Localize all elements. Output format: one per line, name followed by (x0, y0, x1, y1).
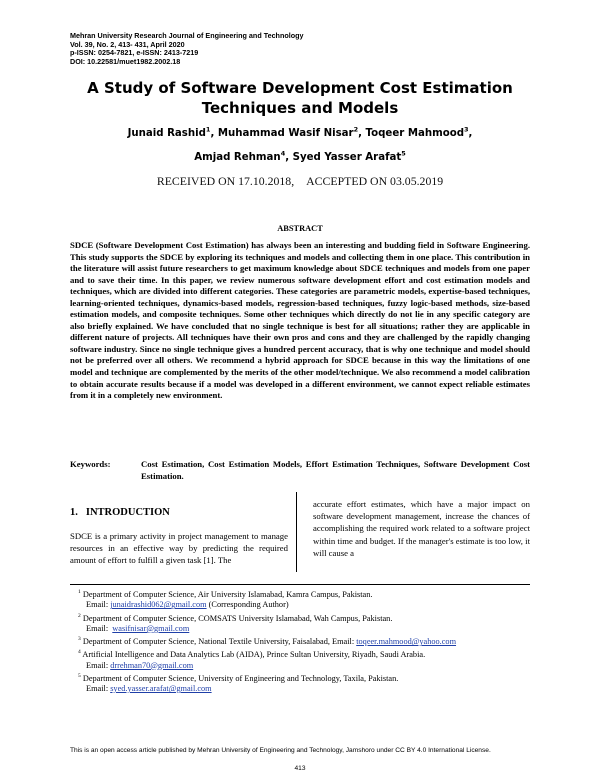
author-separator: , (210, 128, 218, 139)
email-label: Email: (86, 684, 109, 694)
author-separator: , (468, 128, 473, 139)
footnote-1 (78, 587, 530, 600)
author-affiliation-mark: 4 (280, 149, 286, 158)
column-divider (296, 492, 297, 572)
author-line-1 (40, 125, 560, 139)
received-accepted-dates (40, 174, 560, 189)
footnote-1-email-line (78, 600, 530, 610)
journal-header (70, 32, 530, 66)
journal-volume: Vol. 39, No. 2, 413- 431, April 2020 (70, 39, 185, 49)
email-label: Email: (86, 623, 109, 633)
footnote-divider (70, 584, 530, 585)
footnote-affiliation: Artificial Intelligence and Data Analytics Lab (AIDA), Prince Sultan University, Riyadh, Saudi Arabia. (82, 650, 426, 660)
email-link[interactable]: wasifnisar@gmail.com (112, 623, 190, 633)
section-heading-introduction (70, 507, 178, 518)
email-link[interactable]: drrehman70@gmail.com (110, 660, 194, 670)
email-label: Email: (86, 660, 109, 670)
keywords-text: Cost Estimation, Cost Estimation Models, Effort Estimation Techniques, Software Development Cost Estimation. (141, 459, 530, 481)
email-link[interactable]: syed.yasser.arafat@gmail.com (110, 684, 212, 694)
page-number: 413 (294, 765, 306, 772)
author-name: Amjad Rehman (194, 152, 281, 163)
author-name: Muhammad Wasif Nisar (217, 128, 354, 139)
email-link[interactable]: toqeer.mahmood@yahoo.com (356, 636, 457, 646)
author-affiliation-mark: 2 (353, 125, 359, 134)
author-name: Syed Yasser Arafat (292, 152, 402, 163)
footnote-mark: 4 (78, 649, 81, 656)
author-affiliation-mark: 3 (464, 125, 469, 134)
received-date: RECEIVED ON 17.10.2018, (156, 174, 295, 188)
accepted-date: ACCEPTED ON 03.05.2019 (306, 174, 444, 188)
footnote-affiliation: Department of Computer Science, COMSATS University Islamabad, Wah Campus, Pakistan. (82, 613, 393, 623)
author-separator: , (285, 152, 293, 163)
footnote-5-email-line (78, 684, 530, 694)
keywords-label: Keywords: (70, 459, 111, 469)
email-label: Email: (86, 600, 109, 610)
journal-doi: DOI: 10.22581/muet1982.2002.18 (70, 56, 181, 66)
author-separator: , (358, 128, 366, 139)
section-number: 1. (70, 507, 78, 518)
section-title: INTRODUCTION (85, 507, 170, 518)
footnote-2 (78, 611, 530, 624)
email-note: (Corresponding Author) (208, 600, 289, 610)
footnote-affiliation: Department of Computer Science, University of Engineering and Technology, Taxila, Pakistan. (82, 673, 399, 683)
footnote-mark: 5 (78, 672, 81, 679)
footnote-mark: 3 (78, 636, 81, 643)
intro-left-column: SDCE is a primary activity in project management to manage resources in an effective way by predicting the required amount of effort to fulfill a given task [1]. The (70, 531, 288, 566)
journal-issn: p-ISSN: 0254-7821, e-ISSN: 2413-7219 (70, 48, 199, 58)
footnote-3 (78, 634, 530, 647)
footnote-2-email-line (78, 624, 530, 634)
license-notice: This is an open access article published by Mehran University of Engineering and Technology, Jamshoro under CC BY 4.0 International License. (70, 747, 491, 754)
footnote-4-email-line (78, 661, 530, 671)
footnote-mark: 1 (78, 589, 81, 595)
affiliation-footnotes (78, 587, 530, 694)
author-name: Junaid Rashid (127, 128, 206, 139)
email-link[interactable]: junaidrashid062@gmail.com (110, 600, 207, 610)
footnote-affiliation: Department of Computer Science, Air University Islamabad, Kamra Campus, Pakistan. (82, 589, 373, 599)
footnote-mark: 2 (78, 612, 81, 619)
intro-right-column: accurate effort estimates, which have a major impact on software development management, increase the chances of accomplishing the required work related to a software project within time and budget. If the manager's estimate is too low, it will cause a (313, 499, 530, 558)
footnote-affiliation: Department of Computer Science, National Textile University, Faisalabad, Email: (82, 636, 355, 646)
journal-name: Mehran University Research Journal of Engineering and Technology (70, 31, 304, 40)
abstract-text: SDCE (Software Development Cost Estimation) has always been an interesting and budding field in Software Engineering. This study supports the SDCE by exploring its techniques and models and collecting them in one place. This contribution in the literature will assist future researchers to get maximum knowledge about SDCE techniques and models from one paper and to save their time. In this paper, we review numerous software development effort and cost estimation models and techniques, which are divided into different categories. These categories are parametric models, expertise-based techniques, learning-oriented techniques, dynamics-based models, regression-based techniques, fuzzy logic-based methods, size-based estimation models, and composite techniques. Some other techniques which directly do not lie in any specific category are also briefly explained. We have concluded that no single technique is best for all situations; rather they are applicable in different nature of projects. All techniques have their own pros and cons and they are challenged by the rapidly changing software industry. Since no single technique gives a hundred percent accuracy, that is why one technique and model should not be preferred over all others. We recommend a hybrid approach for SDCE because in this way the limitations of one model and technique are complemented by the merits of the other model/technique. We also recommend a model calibration to obtain accurate results because if a model was developed in a different environment, we cannot expect reliable estimates from it in a completely new environment. (70, 240, 530, 401)
author-affiliation-mark: 5 (401, 149, 406, 158)
footnote-5 (78, 671, 530, 684)
paper-title: A Study of Software Development Cost Estimation Techniques and Models (87, 79, 513, 117)
author-line-2 (40, 149, 560, 163)
abstract-heading: ABSTRACT (277, 224, 323, 233)
footnote-4 (78, 647, 530, 660)
author-affiliation-mark: 1 (205, 125, 211, 134)
author-name: Toqeer Mahmood (365, 128, 464, 139)
